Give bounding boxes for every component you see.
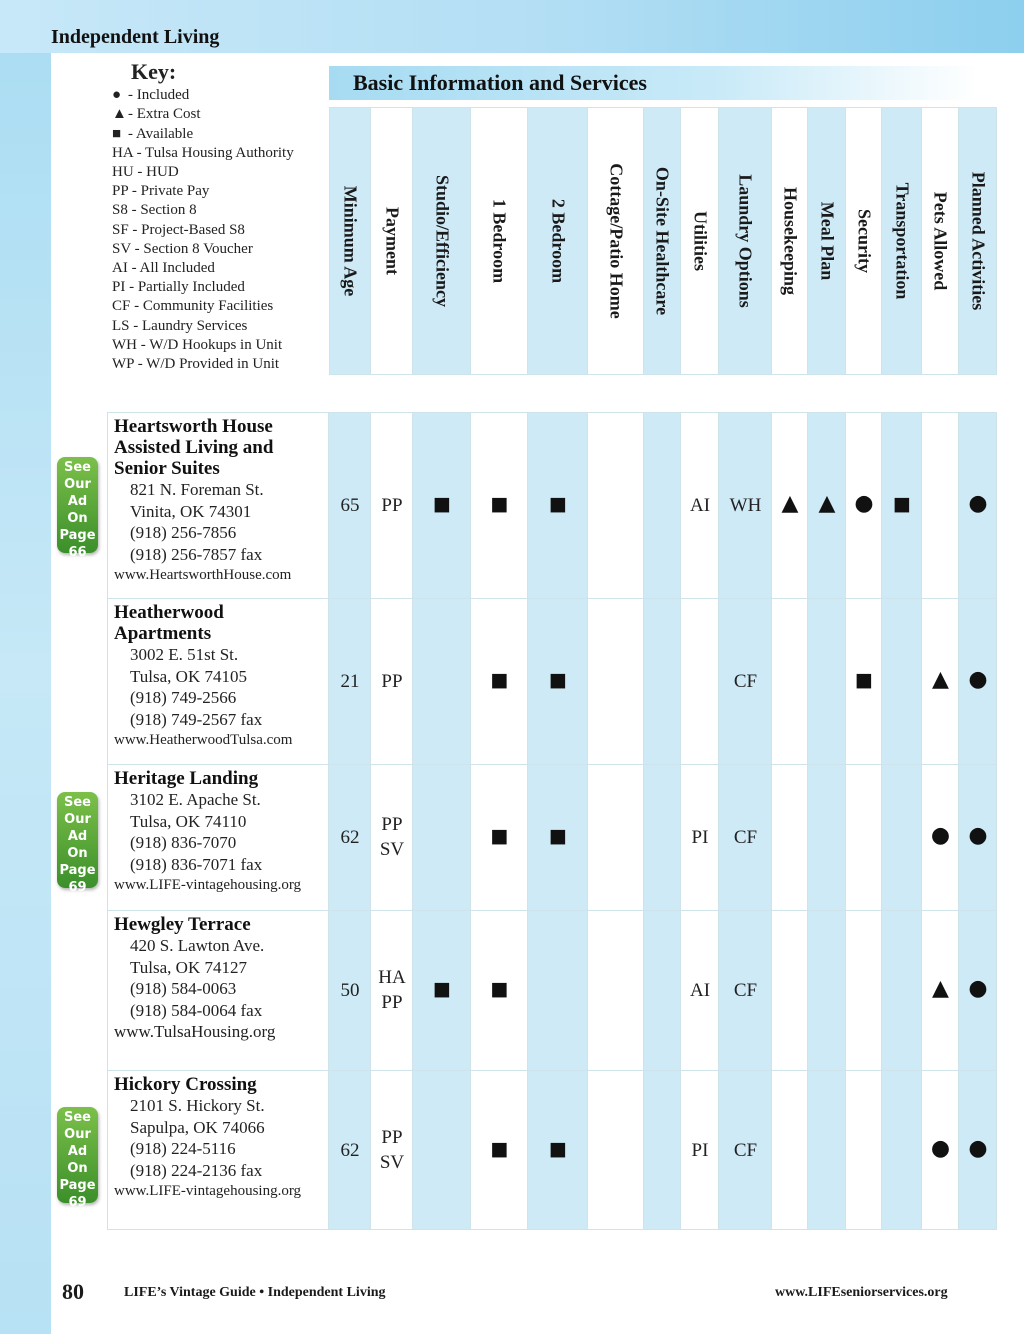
available-square: ■ — [893, 493, 911, 515]
section-title: Independent Living — [51, 26, 220, 48]
key-item — [112, 259, 294, 278]
badge-page-number: 69 — [68, 880, 87, 895]
key-item — [112, 144, 294, 163]
key-item — [112, 336, 294, 355]
badge-page-number: 66 — [68, 545, 87, 560]
facility-address-line: Tulsa, OK 74105 — [130, 666, 247, 686]
facility-address-line: 420 S. Lawton Ave. — [130, 936, 265, 955]
row-divider — [107, 1070, 997, 1071]
header-banner-title: Basic Information and Services — [353, 70, 647, 95]
column-header-label: Transportation — [892, 182, 912, 300]
key-item — [112, 201, 294, 220]
column-header — [959, 107, 997, 375]
badge-text: Page — [59, 1178, 96, 1193]
table-cell-value: PP SV — [379, 1127, 405, 1173]
table-column — [528, 412, 588, 1230]
key-item-text: WH - W/D Hookups in Unit — [112, 336, 283, 353]
included-dot: ● — [968, 823, 988, 848]
column-header-label: Minimum Age — [340, 185, 360, 297]
facility-address-line: (918) 224-5116 — [130, 1139, 236, 1158]
footer-url[interactable]: www.LIFEseniorservices.org — [775, 1285, 948, 1300]
key-item-text: - Extra Cost — [128, 106, 201, 123]
available-square: ■ — [490, 493, 509, 515]
facility-address-line: (918) 256-7856 — [130, 523, 237, 542]
table-cell-value: 62 — [340, 826, 360, 848]
badge-text: Page — [59, 863, 96, 878]
column-header-label: Cottage/Patio Home — [606, 163, 626, 319]
column-header — [846, 107, 882, 375]
table-column — [882, 412, 922, 1230]
key-item-text: - Included — [128, 87, 190, 104]
available-square: ■ — [549, 825, 567, 847]
column-header — [644, 107, 681, 375]
facility-address-line: (918) 224-2136 fax — [130, 1160, 263, 1180]
key-item — [112, 182, 294, 201]
key-item-text: SF - Project-Based S8 — [112, 221, 245, 238]
column-header-label: Security — [854, 209, 874, 273]
table-cell-value: PI — [691, 1139, 709, 1161]
column-header-label: Laundry Options — [735, 174, 756, 308]
column-header — [681, 107, 719, 375]
column-header — [808, 107, 846, 375]
facility-address-line: Vinita, OK 74301 — [130, 501, 252, 521]
badge-text: Our — [64, 1127, 91, 1142]
facility-website[interactable]: www.LIFE-vintagehousing.org — [114, 1183, 302, 1199]
table-cell-value: CF — [733, 670, 758, 692]
key-item-text: - Available — [128, 125, 194, 142]
facility-website[interactable]: www.HeatherwoodTulsa.com — [114, 732, 293, 748]
facility-website[interactable]: www.TulsaHousing.org — [114, 1022, 276, 1041]
row-divider — [107, 764, 997, 765]
included-dot: ● — [968, 1136, 988, 1161]
row-divider — [107, 598, 997, 599]
column-header — [528, 107, 588, 375]
facility-address-line: 3002 E. 51st St. — [130, 645, 239, 664]
key-item-text: PI - Partially Included — [112, 279, 245, 296]
badge-text: See — [64, 795, 91, 810]
table-cell-value: PP — [381, 494, 403, 516]
column-header-label: On-Site Healthcare — [652, 166, 673, 316]
table-column — [846, 412, 882, 1230]
table-column — [644, 412, 681, 1230]
left-color-strip — [0, 0, 51, 1334]
key-legend — [112, 59, 294, 374]
table-cell-value: WH — [729, 494, 762, 516]
badge-text: Ad On — [67, 829, 88, 861]
facility-name: Hewgley Terrace — [114, 914, 251, 935]
available-square: ■ — [549, 669, 567, 691]
key-symbol: ▲ — [112, 106, 127, 123]
facility-name: Heatherwood — [114, 602, 224, 623]
footer-guide-title: LIFE’s Vintage Guide • Independent Living — [124, 1285, 386, 1300]
facility-listing — [114, 768, 301, 896]
included-dot: ● — [968, 491, 988, 516]
table-cell-value: CF — [733, 1139, 758, 1161]
facility-name: Heartsworth House — [114, 416, 273, 437]
key-item-text: SV - Section 8 Voucher — [112, 240, 253, 257]
key-item — [112, 297, 294, 316]
facility-address-line: Tulsa, OK 74110 — [130, 811, 247, 831]
badge-text: Ad On — [67, 494, 88, 526]
column-header-label: Planned Activities — [968, 171, 988, 311]
extra-cost-triangle: ▲ — [818, 491, 836, 516]
column-header-label: Housekeeping — [780, 186, 800, 296]
table-column — [413, 412, 471, 1230]
badge-text: Ad On — [67, 1144, 88, 1176]
key-symbol: ■ — [112, 125, 122, 142]
facility-address-line: (918) 584-0063 — [130, 979, 237, 998]
table-cell-value: PI — [691, 826, 709, 848]
key-item — [112, 278, 294, 297]
table-column — [922, 412, 959, 1230]
table-column — [719, 412, 772, 1230]
see-our-ad-badge[interactable] — [57, 792, 98, 895]
table-cell-value: PP — [381, 670, 403, 692]
column-header — [329, 107, 371, 375]
key-item — [112, 163, 294, 182]
key-item — [112, 125, 294, 144]
facility-address-line: Sapulpa, OK 74066 — [130, 1117, 265, 1137]
included-dot: ● — [968, 976, 988, 1001]
page-number: 80 — [62, 1279, 84, 1304]
see-our-ad-badge[interactable] — [57, 1107, 98, 1210]
facility-address-line: 2101 S. Hickory St. — [130, 1096, 265, 1115]
table-cell-value: 50 — [340, 979, 360, 1001]
table-column — [772, 412, 808, 1230]
facility-name: Assisted Living and — [114, 437, 274, 458]
column-header-label: Utilities — [690, 211, 710, 271]
header-banner — [329, 66, 979, 100]
key-item-text: AI - All Included — [112, 260, 215, 277]
badge-text: See — [64, 460, 91, 475]
facility-address-line: (918) 836-7071 fax — [130, 854, 263, 874]
key-item-text: HA - Tulsa Housing Authority — [112, 144, 294, 161]
column-header — [922, 107, 959, 375]
facility-address-line: (918) 749-2567 fax — [130, 709, 263, 729]
column-header-label: Studio/Efficiency — [432, 174, 452, 308]
available-square: ■ — [490, 669, 509, 691]
key-item — [112, 105, 294, 124]
column-header — [413, 107, 471, 375]
table-cell-value: AI — [689, 979, 711, 1001]
column-header — [882, 107, 922, 375]
table-cell-value: CF — [733, 826, 758, 848]
facility-address-line: (918) 836-7070 — [130, 833, 237, 852]
key-item-text: HU - HUD — [112, 164, 179, 181]
facility-address-line: 3102 E. Apache St. — [130, 790, 261, 809]
available-square: ■ — [490, 978, 509, 1000]
column-header-label: Payment — [382, 207, 402, 275]
key-item — [112, 221, 294, 240]
column-header-label: Meal Plan — [817, 201, 837, 281]
table-cell-value: CF — [733, 979, 758, 1001]
badge-page-number: 69 — [68, 1195, 87, 1210]
column-header — [719, 107, 772, 375]
key-item — [112, 317, 294, 336]
facility-listing — [114, 416, 291, 586]
column-header-label: 2 Bedroom — [548, 198, 568, 284]
table-column — [959, 412, 997, 1230]
table-cell-value: PP SV — [379, 814, 405, 860]
facility-listing — [114, 1074, 301, 1202]
key-item — [112, 355, 294, 374]
table-cell-value: 62 — [340, 1139, 360, 1161]
facility-website[interactable]: www.HeartsworthHouse.com — [114, 567, 292, 583]
key-item-text: CF - Community Facilities — [112, 298, 274, 315]
available-square: ■ — [549, 1138, 567, 1160]
key-item — [112, 240, 294, 259]
table-column — [681, 412, 719, 1230]
badge-text: Our — [64, 812, 91, 827]
column-header — [471, 107, 528, 375]
available-square: ■ — [855, 669, 873, 691]
column-header — [371, 107, 413, 375]
column-header-label: 1 Bedroom — [489, 198, 510, 284]
table-column — [471, 412, 528, 1230]
facility-listing — [114, 914, 275, 1043]
facility-website[interactable]: www.LIFE-vintagehousing.org — [114, 877, 302, 893]
facility-address-line: Tulsa, OK 74127 — [130, 957, 247, 977]
available-square: ■ — [490, 825, 509, 847]
included-dot: ● — [854, 491, 874, 516]
available-square: ■ — [490, 1138, 509, 1160]
extra-cost-triangle: ▲ — [932, 976, 949, 1001]
column-header — [588, 107, 644, 375]
facility-address-line: (918) 749-2566 — [130, 688, 237, 707]
table-cell-value: 21 — [340, 670, 360, 692]
facility-name: Apartments — [114, 623, 212, 644]
table-cell-value: HA PP — [378, 967, 406, 1013]
column-header-label: Pets Allowed — [930, 191, 951, 291]
badge-text: Page — [59, 528, 96, 543]
key-item-text: LS - Laundry Services — [112, 317, 248, 334]
table-column — [329, 412, 371, 1230]
table-column — [808, 412, 846, 1230]
column-header — [772, 107, 808, 375]
key-item-text: WP - W/D Provided in Unit — [112, 356, 280, 373]
key-symbol: ● — [112, 87, 122, 104]
included-dot: ● — [930, 823, 951, 848]
badge-text: Our — [64, 477, 91, 492]
available-square: ■ — [433, 493, 451, 515]
see-our-ad-badge[interactable] — [57, 457, 98, 560]
extra-cost-triangle: ▲ — [932, 667, 949, 692]
facility-listing — [114, 602, 292, 751]
table-column — [588, 412, 644, 1230]
row-divider — [107, 910, 997, 911]
available-square: ■ — [433, 978, 451, 1000]
facility-name: Senior Suites — [114, 458, 220, 479]
key-item-text: PP - Private Pay — [112, 183, 210, 200]
facility-address-line: 821 N. Foreman St. — [130, 480, 264, 499]
included-dot: ● — [968, 667, 988, 692]
facility-address-line: (918) 584-0064 fax — [130, 1000, 263, 1020]
badge-text: See — [64, 1110, 91, 1125]
key-item — [112, 86, 294, 105]
table-cell-value: AI — [689, 494, 711, 516]
table-cell-value: 65 — [340, 494, 360, 516]
facility-address-line: (918) 256-7857 fax — [130, 544, 263, 564]
facility-name: Hickory Crossing — [114, 1074, 257, 1095]
facility-name: Heritage Landing — [114, 768, 259, 789]
available-square: ■ — [549, 493, 567, 515]
included-dot: ● — [930, 1136, 951, 1161]
key-title: Key: — [131, 59, 177, 84]
key-item-text: S8 - Section 8 — [112, 202, 197, 219]
extra-cost-triangle: ▲ — [781, 491, 799, 516]
